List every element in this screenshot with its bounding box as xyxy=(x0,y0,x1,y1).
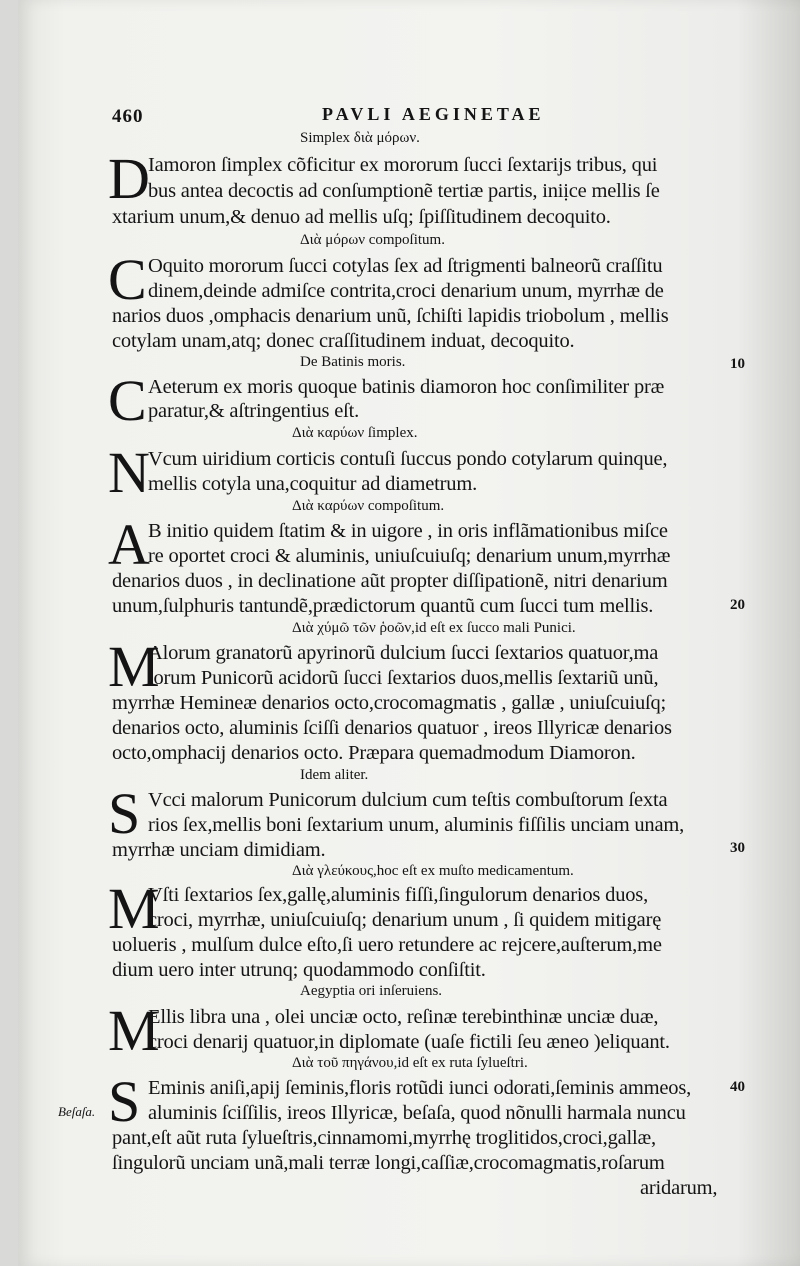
drop-cap: D xyxy=(108,146,150,211)
text-line: Eminis aniſi,apij ſeminis,floris rotũdi iunci odorati,ſeminis ammeos, xyxy=(148,1077,692,1099)
text-line: denarios duos , in declinatione aũt propter diſſipationẽ, nitri denarium xyxy=(112,570,668,592)
section-heading: Διὰ μόρων compoſitum. xyxy=(300,232,445,248)
drop-cap: N xyxy=(108,440,150,505)
text-line: croci, myrrhæ, uniuſcuiuſq; denarium unum , ſi quidem mitigarę xyxy=(148,909,662,931)
page-number: 460 xyxy=(112,106,144,127)
drop-cap: S xyxy=(108,781,141,846)
text-line: mellis cotyla una,coquitur ad diametrum. xyxy=(148,473,478,495)
running-head: PAVLI AEGINETAE xyxy=(322,104,545,124)
text-line: denarios octo, aluminis ſciſſi denarios quatuor , ireos Illyricæ denarios xyxy=(112,717,672,739)
text-line: paratur,& aſtringentius eſt. xyxy=(148,400,360,422)
page-header xyxy=(112,104,712,132)
text-line: B initio quidem ſtatim & in uigore , in oris inflãmationibus miſce xyxy=(148,520,668,542)
text-line: uolueris , mulſum dulce eſto,ſi uero retundere ac rejcere,auſterum,me xyxy=(112,934,662,956)
text-line: cotylam unam,atq; donec craſſitudinem induat, decoquito. xyxy=(112,330,575,352)
text-line: aluminis ſciſſilis, ireos Illyricæ, beſaſa, quod nõnulli harmala nuncu xyxy=(148,1102,686,1124)
drop-cap: M xyxy=(108,998,160,1063)
catchword: aridarum, xyxy=(640,1177,718,1199)
drop-cap: M xyxy=(108,634,160,699)
section-heading: Διὰ καρύων compoſitum. xyxy=(292,498,445,514)
section-heading: Idem aliter. xyxy=(300,767,369,783)
text-line: rios ſex,mellis boni ſextarium unum, aluminis fiſſilis unciam unam, xyxy=(148,814,685,836)
drop-cap: C xyxy=(108,247,147,312)
text-line: lorum Punicorũ acidorũ ſucci ſextarios duos,mellis ſextariũ unũ, xyxy=(148,667,659,689)
line-number: 10 xyxy=(730,356,745,372)
text-line: Alorum granatorũ apyrinorũ dulcium ſucci ſextarios quatuor,ma xyxy=(148,642,659,664)
text-line: croci denarij quatuor,in diplomate (uaſe fictili ſeu æneo )eliquant. xyxy=(148,1031,670,1053)
text-line: Vcum uiridium corticis contuſi ſuccus pondo cotylarum quinque, xyxy=(148,448,668,470)
text-line: Oquito mororum ſucci cotylas ſex ad ſtrigmenti balneorũ craſſitu xyxy=(148,255,663,277)
text-line: Aeterum ex moris quoque batinis diamoron hoc conſimiliter præ xyxy=(148,376,665,398)
text-line: unum,ſulphuris tantundẽ,prædictorum quantũ cum ſucci tum mellis. xyxy=(112,595,654,617)
text-line: narios duos ,omphacis denarium unũ, ſchiſti lapidis triobolum , mellis xyxy=(112,305,669,327)
text-line: Iamoron ſimplex cõficitur ex mororum ſucci ſextarijs tribus, qui xyxy=(148,154,658,176)
line-number: 20 xyxy=(730,597,745,613)
drop-cap: M xyxy=(108,876,160,941)
text-line: Ellis libra una , olei unciæ octo, reſinæ terebinthinæ unciæ duæ, xyxy=(148,1006,659,1028)
text-line: octo,omphacij denarios octo. Præpara quemadmodum Diamoron. xyxy=(112,742,636,764)
section-heading: Διὰ γλεύκους,hoc eſt ex muſto medicamentum. xyxy=(292,863,574,879)
drop-cap: A xyxy=(108,512,150,577)
text-line: dinem,deinde admiſce contrita,croci denarium unum, myrrhæ de xyxy=(148,280,664,302)
line-number: 40 xyxy=(730,1079,745,1095)
section-heading: Διὰ τοῦ πηγάνου,id eſt ex ruta ſylueſtri. xyxy=(292,1055,528,1071)
text-line: Vcci malorum Punicorum dulcium cum teſtis combuſtorum ſexta xyxy=(148,789,668,811)
section-heading: Διὰ καρύων ſimplex. xyxy=(292,425,418,441)
text-line: dium uero inter utrunq; quodammodo conſiſtit. xyxy=(112,959,486,981)
section-heading: De Batinis moris. xyxy=(300,354,406,370)
section-heading: Aegyptia ori inſeruiens. xyxy=(300,983,443,999)
text-line: pant,eſt aũt ruta ſylueſtris,cinnamomi,myrrhę troglitidos,croci,gallæ, xyxy=(112,1127,656,1149)
text-line: ſingulorũ unciam unã,mali terræ longi,caſſiæ,crocomagmatis,roſarum xyxy=(112,1152,665,1174)
margin-note: Beſaſa. xyxy=(58,1104,96,1119)
drop-cap: C xyxy=(108,368,147,433)
text-line: myrrhæ unciam dimidiam. xyxy=(112,839,326,861)
section-heading: Διὰ χύμῶ τῶν ῥοῶν,id eſt ex ſucco mali Punici. xyxy=(292,620,576,636)
text-line: xtarium unum,& denuo ad mellis uſq; ſpiſſitudinem decoquito. xyxy=(112,206,611,228)
text-line: re oportet croci & aluminis, uniuſcuiuſq; denarium unum,myrrhæ xyxy=(148,545,671,567)
text-line: bus antea decoctis ad conſumptionẽ tertiæ partis, iniịce mellis ſe xyxy=(148,180,660,202)
drop-cap: S xyxy=(108,1069,141,1134)
line-number: 30 xyxy=(730,840,745,856)
text-line: myrrhæ Hemineæ denarios octo,crocomagmatis , gallæ , uniuſcuiuſq; xyxy=(112,692,667,714)
section-heading: Simplex διὰ μόρων. xyxy=(300,130,420,146)
text-line: Vſti ſextarios ſex,gallę,aluminis fiſſi,ſingulorum denarios duos, xyxy=(148,884,648,906)
